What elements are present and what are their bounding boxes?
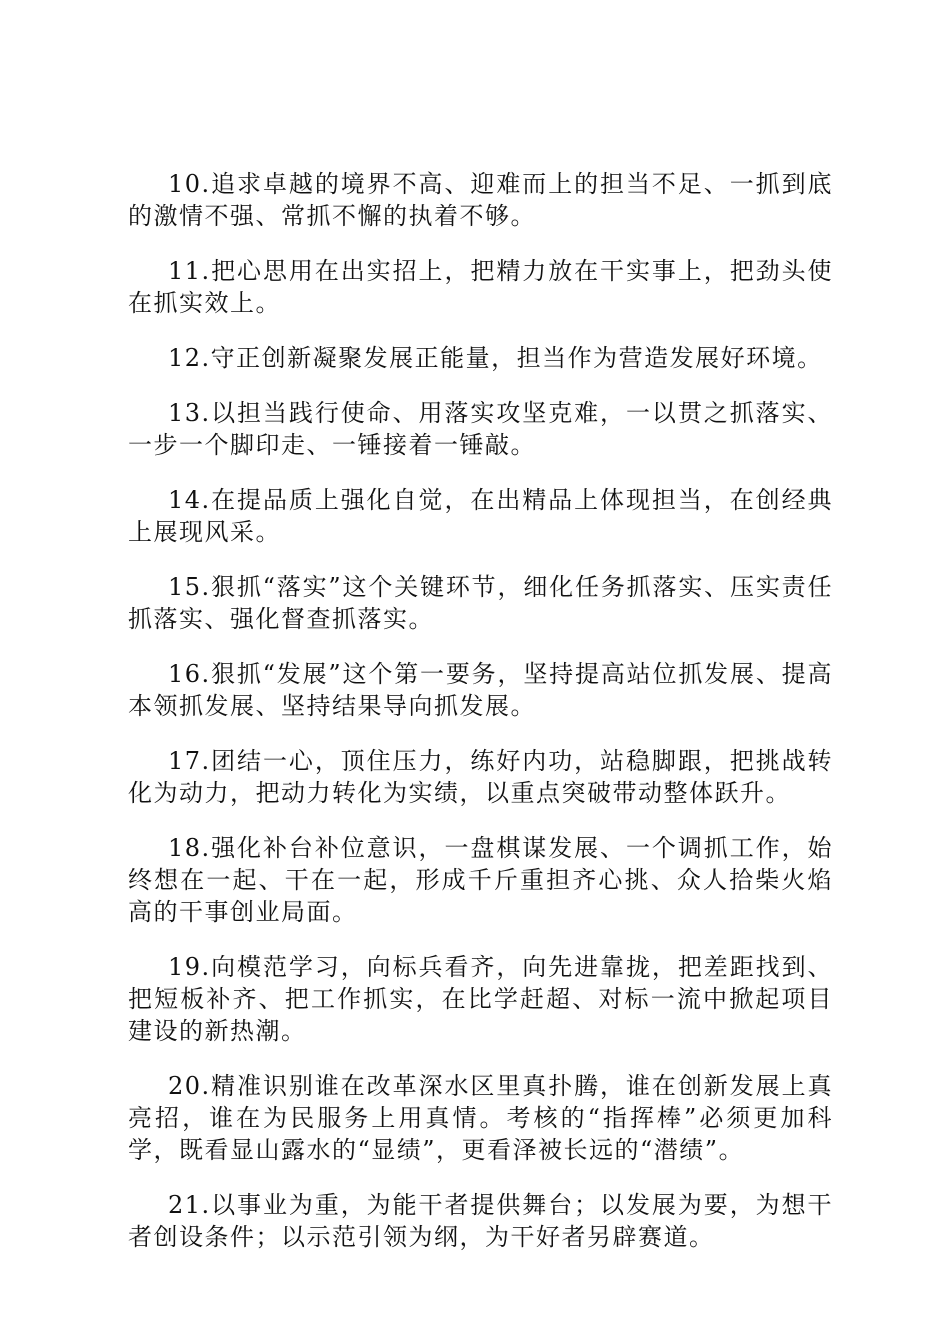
paragraph-12: 12.守正创新凝聚发展正能量，担当作为营造发展好环境。	[168, 344, 823, 372]
paragraph-13: 13.以担当践行使命、用落实攻坚克难，一以贯之抓落实、一步一个脚印走、一锤接着一锤敲。	[128, 399, 833, 459]
paragraph-14: 14.在提品质上强化自觉，在出精品上体现担当，在创经典上展现风采。	[128, 486, 833, 546]
paragraph-18: 18.强化补台补位意识，一盘棋谋发展、一个调抓工作，始终想在一起、干在一起，形成千斤重担齐心挑、众人拾柴火焰高的干事创业局面。	[128, 834, 833, 926]
paragraph-17: 17.团结一心，顶住压力，练好内功，站稳脚跟，把挑战转化为动力，把动力转化为实绩，以重点突破带动整体跃升。	[128, 747, 833, 807]
document-body	[128, 168, 833, 1276]
paragraph-19: 19.向模范学习，向标兵看齐，向先进靠拢，把差距找到、把短板补齐、把工作抓实，在比学赶超、对标一流中掀起项目建设的新热潮。	[128, 953, 833, 1045]
paragraph-15: 15.狠抓“落实”这个关键环节，细化任务抓落实、压实责任抓落实、强化督查抓落实。	[128, 573, 833, 633]
paragraph-10: 10.追求卓越的境界不高、迎难而上的担当不足、一抓到底的激情不强、常抓不懈的执着不够。	[128, 170, 833, 230]
paragraph-21: 21.以事业为重，为能干者提供舞台；以发展为要，为想干者创设条件；以示范引领为纲，为干好者另辟赛道。	[128, 1191, 833, 1251]
paragraph-16: 16.狠抓“发展”这个第一要务，坚持提高站位抓发展、提高本领抓发展、坚持结果导向抓发展。	[128, 660, 833, 720]
paragraph-11: 11.把心思用在出实招上，把精力放在干实事上，把劲头使在抓实效上。	[128, 257, 833, 317]
paragraph-20: 20.精准识别谁在改革深水区里真扑腾，谁在创新发展上真亮招，谁在为民服务上用真情。考核的“指挥棒”必须更加科学，既看显山露水的“显绩”，更看泽被长远的“潜绩”。	[128, 1072, 833, 1164]
